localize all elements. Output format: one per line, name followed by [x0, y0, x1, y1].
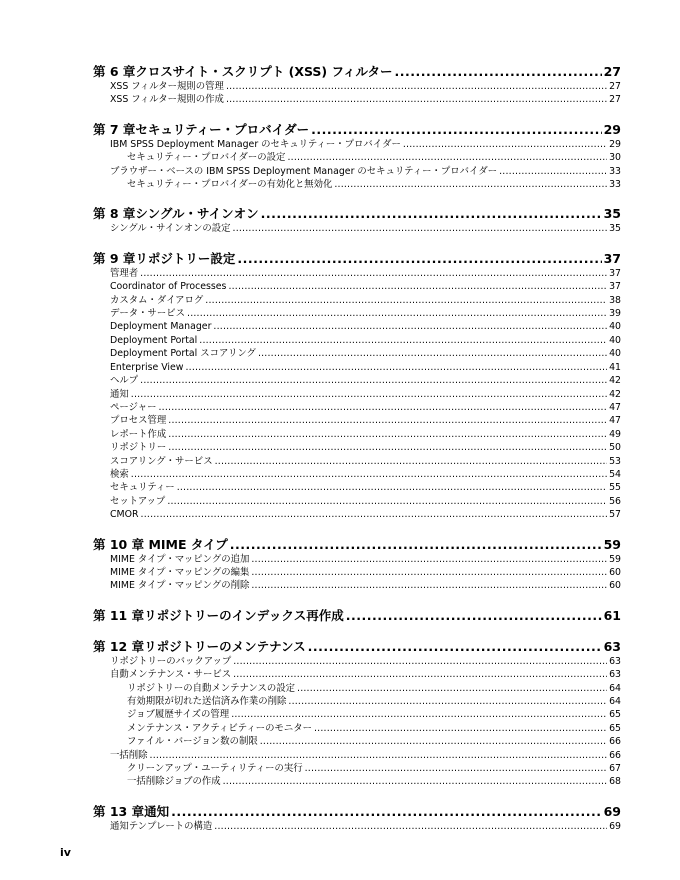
section-gap — [93, 789, 621, 803]
toc-entry-link[interactable] — [93, 553, 621, 566]
entry-title: リポジトリーの自動メンテナンスの設定 — [127, 682, 296, 694]
entry-title: セットアップ — [110, 495, 166, 507]
page-number: iv — [60, 846, 71, 859]
entry-page-number: 60 — [609, 580, 621, 592]
entry-title: 一括削除ジョブの作成 — [127, 776, 221, 788]
dot-leader — [150, 749, 608, 762]
dot-leader — [230, 536, 602, 553]
toc-entry-link[interactable] — [93, 508, 621, 521]
dot-leader — [251, 579, 607, 592]
entry-page-number: 64 — [609, 696, 621, 707]
dot-leader — [213, 320, 607, 333]
entry-title: 通知テンプレートの構造 — [110, 820, 213, 832]
entry-page-number: 30 — [609, 152, 621, 164]
chapter-page-number: 63 — [603, 638, 621, 654]
toc-entry-link[interactable] — [93, 165, 621, 178]
entry-title: Coordinator of Processes — [110, 281, 227, 293]
toc-chapter-link[interactable] — [93, 536, 621, 553]
dot-leader — [140, 374, 607, 387]
dot-leader — [233, 668, 607, 681]
dot-leader — [261, 205, 602, 222]
dot-leader — [228, 280, 607, 293]
entry-title: カスタム・ダイアログ — [110, 294, 204, 306]
entry-page-number: 67 — [609, 763, 621, 775]
entry-page-number: 49 — [609, 428, 621, 440]
toc-entry-link[interactable] — [93, 307, 621, 320]
toc-entry-link[interactable] — [93, 481, 621, 494]
chapter-page-number: 29 — [603, 121, 621, 137]
chapter-title: 第 6 章クロスサイト・スクリプト (XSS) フィルター — [93, 64, 393, 79]
toc-entry-link[interactable] — [93, 668, 621, 681]
dot-leader — [159, 401, 608, 414]
entry-page-number: 66 — [609, 736, 621, 748]
entry-title: 一括削除 — [110, 749, 148, 761]
entry-page-number: 56 — [609, 495, 621, 507]
entry-title: ブラウザー・ベースの IBM SPSS Deployment Manager のセキュリティー・プロバイダー — [110, 165, 498, 177]
dot-leader — [305, 762, 607, 775]
toc-entry-link[interactable] — [93, 334, 621, 347]
entry-page-number: 39 — [609, 308, 621, 320]
toc-entry-link[interactable] — [93, 495, 621, 508]
dot-leader — [334, 178, 607, 191]
toc-entry-link[interactable] — [93, 347, 621, 360]
dot-leader — [168, 428, 607, 441]
section-gap — [93, 624, 621, 638]
entry-page-number: 63 — [609, 669, 621, 681]
chapter-title: 第 11 章リポジトリーのインデックス再作成 — [93, 607, 344, 623]
entry-page-number: 64 — [609, 682, 621, 694]
entry-title: Deployment Portal スコアリング — [110, 348, 256, 360]
chapter-page-number: 27 — [603, 64, 621, 79]
toc-chapter-link[interactable] — [93, 607, 621, 624]
chapter-title: 第 12 章リポジトリーのメンテナンス — [93, 638, 306, 654]
entry-page-number: 40 — [609, 334, 621, 346]
toc-entry-link[interactable] — [93, 401, 621, 414]
toc-entry-link[interactable] — [93, 151, 621, 164]
dot-leader — [288, 695, 607, 708]
dot-leader — [168, 414, 607, 427]
dot-leader — [311, 121, 601, 138]
entry-title: MIME タイプ・マッピングの追加 — [110, 553, 250, 565]
chapter-title: 第 8 章シングル・サインオン — [93, 206, 259, 222]
entry-title: セキュリティー・プロバイダーの設定 — [127, 152, 286, 164]
chapter-page-number: 35 — [603, 206, 621, 222]
dot-leader — [237, 250, 601, 267]
dot-leader — [140, 267, 607, 280]
dot-leader — [215, 455, 607, 468]
toc-entry-link[interactable] — [93, 441, 621, 454]
section-gap — [93, 191, 621, 205]
entry-title: セキュリティー — [110, 482, 175, 494]
entry-title: ヘルプ — [110, 375, 139, 387]
section-gap — [93, 107, 621, 121]
toc-entry-link[interactable] — [93, 695, 621, 708]
entry-title: データ・サービス — [110, 308, 186, 320]
entry-title: プロセス管理 — [110, 415, 167, 427]
toc-entry-link[interactable] — [93, 320, 621, 333]
chapter-title: 第 7 章セキュリティー・プロバイダー — [93, 121, 310, 137]
entry-title: IBM SPSS Deployment Manager のセキュリティー・プロバイダー — [110, 138, 401, 150]
toc-entry-link[interactable] — [93, 735, 621, 748]
entry-page-number: 60 — [609, 566, 621, 578]
toc-entry-link[interactable] — [93, 280, 621, 293]
toc-entry-link[interactable] — [93, 267, 621, 280]
section-gap — [93, 593, 621, 607]
entry-page-number: 65 — [609, 709, 621, 721]
dot-leader — [167, 495, 607, 508]
entry-title: リポジトリーのバックアップ — [110, 655, 232, 667]
dot-leader — [403, 138, 607, 151]
dot-leader — [214, 820, 607, 833]
chapter-title: 第 10 章 MIME タイプ — [93, 536, 228, 552]
entry-page-number: 65 — [609, 722, 621, 734]
toc-entry-link[interactable] — [93, 468, 621, 481]
entry-title: セキュリティー・プロバイダーの有効化と無効化 — [127, 179, 333, 191]
entry-title: Deployment Manager — [110, 321, 212, 333]
entry-title: CMOR — [110, 509, 139, 521]
toc-entry-link[interactable] — [93, 222, 621, 235]
section-gap — [93, 236, 621, 250]
entry-page-number: 66 — [609, 749, 621, 761]
entry-page-number: 54 — [609, 468, 621, 480]
entry-title: 有効期限が切れた送信済み作業の削除 — [127, 696, 287, 707]
toc-entry-link[interactable] — [93, 388, 621, 401]
dot-leader — [177, 481, 607, 494]
toc-entry-link[interactable] — [93, 93, 621, 106]
entry-title: ジョブ履歴サイズの管理 — [127, 709, 230, 721]
table-of-contents — [93, 63, 621, 833]
entry-page-number: 38 — [609, 294, 621, 306]
toc-entry-link[interactable] — [93, 80, 621, 93]
toc-chapter-link[interactable] — [93, 121, 621, 138]
dot-leader — [226, 80, 607, 93]
entry-title: メンテナンス・アクティビティーのモニター — [127, 722, 312, 734]
entry-page-number: 53 — [609, 455, 621, 467]
chapter-title: 第 9 章リポジトリー設定 — [93, 250, 236, 266]
entry-title: Enterprise View — [110, 361, 184, 373]
entry-title: XSS フィルター規則の管理 — [110, 81, 224, 92]
entry-title: MIME タイプ・マッピングの削除 — [110, 580, 250, 592]
dot-leader — [131, 388, 607, 401]
toc-entry-link[interactable] — [93, 294, 621, 307]
chapter-page-number: 59 — [603, 536, 621, 552]
toc-entry-link[interactable] — [93, 722, 621, 735]
toc-entry-link[interactable] — [93, 820, 621, 833]
section-gap — [93, 522, 621, 536]
entry-page-number: 63 — [609, 655, 621, 667]
entry-page-number: 55 — [609, 482, 621, 494]
toc-entry-link[interactable] — [93, 708, 621, 721]
dot-leader — [187, 307, 607, 320]
toc-entry-link[interactable] — [93, 374, 621, 387]
toc-chapter-link[interactable] — [93, 205, 621, 222]
dot-leader — [233, 655, 607, 668]
chapter-title: 第 13 章通知 — [93, 803, 170, 819]
entry-page-number: 68 — [609, 776, 621, 788]
entry-page-number: 41 — [609, 361, 621, 373]
toc-entry-link[interactable] — [93, 775, 621, 788]
entry-title: 検索 — [110, 468, 129, 480]
entry-title: リポジトリー — [110, 442, 167, 454]
dot-leader — [314, 722, 607, 735]
dot-leader — [308, 638, 602, 655]
toc-chapter-link[interactable] — [93, 803, 621, 820]
entry-title: シングル・サインオンの設定 — [110, 223, 231, 235]
entry-page-number: 40 — [609, 321, 621, 333]
entry-page-number: 27 — [609, 94, 621, 106]
entry-page-number: 37 — [609, 267, 621, 279]
entry-title: 通知 — [110, 388, 129, 400]
entry-title: XSS フィルター規則の作成 — [110, 94, 224, 106]
dot-leader — [258, 347, 607, 360]
entry-title: ページャー — [110, 401, 157, 413]
dot-leader — [205, 294, 607, 307]
dot-leader — [297, 682, 607, 695]
entry-page-number: 33 — [609, 165, 621, 177]
dot-leader — [168, 441, 607, 454]
toc-entry-link[interactable] — [93, 566, 621, 579]
toc-entry-link[interactable] — [93, 762, 621, 775]
entry-page-number: 42 — [609, 388, 621, 400]
entry-page-number: 29 — [609, 138, 621, 150]
toc-entry-link[interactable] — [93, 428, 621, 441]
entry-page-number: 69 — [609, 820, 621, 832]
dot-leader — [185, 361, 607, 374]
dot-leader — [223, 775, 607, 788]
entry-title: Deployment Portal — [110, 334, 198, 346]
toc-entry-link[interactable] — [93, 749, 621, 762]
dot-leader — [346, 607, 602, 624]
toc-chapter-link[interactable] — [93, 250, 621, 267]
entry-title: スコアリング・サービス — [110, 455, 213, 467]
entry-title: レポート作成 — [110, 428, 167, 440]
dot-leader — [199, 334, 607, 347]
toc-entry-link[interactable] — [93, 138, 621, 151]
dot-leader — [260, 735, 607, 748]
toc-entry-link[interactable] — [93, 579, 621, 592]
entry-title: ファイル・バージョン数の制限 — [127, 736, 258, 748]
entry-page-number: 47 — [609, 415, 621, 427]
dot-leader — [131, 468, 607, 481]
entry-page-number: 40 — [609, 348, 621, 360]
toc-chapter-link[interactable] — [93, 638, 621, 655]
entry-title: クリーンアップ・ユーティリティーの実行 — [127, 763, 303, 775]
toc-entry-link[interactable] — [93, 178, 621, 191]
dot-leader — [233, 222, 608, 235]
entry-page-number: 35 — [609, 223, 621, 235]
entry-page-number: 47 — [609, 401, 621, 413]
dot-leader — [226, 93, 607, 106]
dot-leader — [251, 566, 607, 579]
entry-title: MIME タイプ・マッピングの編集 — [110, 566, 250, 578]
entry-page-number: 27 — [609, 81, 621, 92]
dot-leader — [231, 708, 607, 721]
toc-entry-link[interactable] — [93, 414, 621, 427]
dot-leader — [251, 553, 607, 566]
chapter-page-number: 37 — [603, 250, 621, 266]
dot-leader — [141, 508, 608, 521]
entry-title: 自動メンテナンス・サービス — [110, 669, 232, 681]
entry-page-number: 37 — [609, 281, 621, 293]
dot-leader — [395, 63, 602, 80]
entry-page-number: 57 — [609, 509, 621, 521]
dot-leader — [171, 803, 601, 820]
entry-page-number: 50 — [609, 442, 621, 454]
toc-entry-link[interactable] — [93, 682, 621, 695]
entry-title: 管理者 — [110, 267, 139, 279]
chapter-page-number: 61 — [603, 607, 621, 623]
dot-leader — [499, 165, 607, 178]
entry-page-number: 33 — [609, 179, 621, 191]
entry-page-number: 42 — [609, 375, 621, 387]
entry-page-number: 59 — [609, 553, 621, 565]
toc-chapter-link[interactable] — [93, 63, 621, 80]
toc-entry-link[interactable] — [93, 455, 621, 468]
chapter-page-number: 69 — [603, 803, 621, 819]
dot-leader — [287, 151, 607, 164]
toc-entry-link[interactable] — [93, 361, 621, 374]
toc-entry-link[interactable] — [93, 655, 621, 668]
